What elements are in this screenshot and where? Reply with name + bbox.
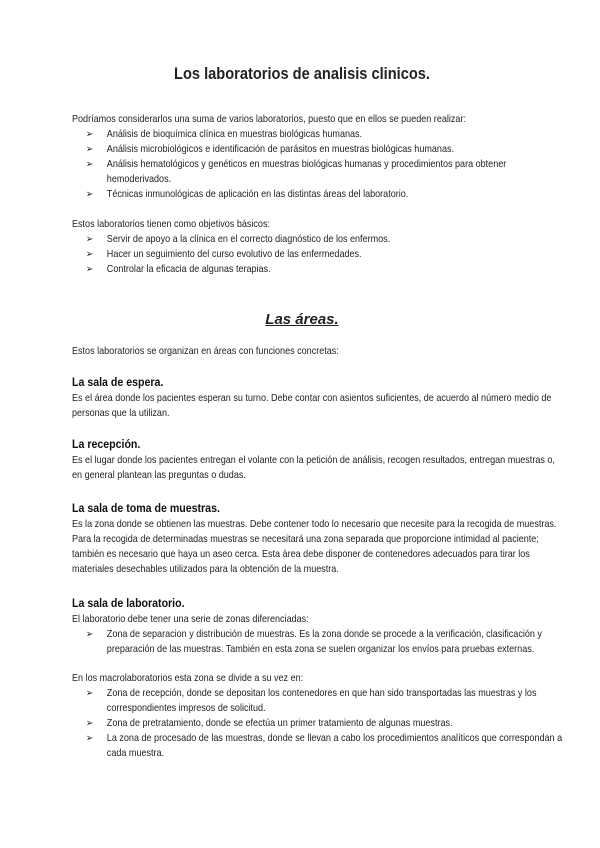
section-recepcion: La recepción. Es el lugar donde los pacientes entregan el volante con la petición de análisis, recogen resultados, entregan muestras o, en general plantean las preguntas o dudas. (72, 437, 555, 481)
list-item: ➢ Zona de recepción, donde se depositan los contenedores en que han sido transportadas las muestras y los (85, 688, 537, 699)
section-sala-espera: La sala de espera. Es el área donde los pacientes esperan su turno. Debe contar con asientos suficientes, de acuerdo al número medio de personas que la utilizan. (72, 375, 552, 419)
intro-list (72, 127, 524, 202)
heading-sala-espera: La sala de espera. (72, 375, 164, 389)
list-item: ➢ Zona de separacion y distribución de muestras. Es la zona donde se procede a la verificación, clasificación y (85, 629, 542, 640)
arrow-bullet-icon: ➢ (85, 249, 94, 260)
arrow-bullet-icon: ➢ (85, 733, 94, 744)
objectives-list (72, 232, 524, 277)
arrow-bullet-icon: ➢ (85, 159, 94, 170)
objectives-section (72, 217, 524, 277)
list-item-continuation: preparación de las muestras. También en esta zona se suelen organizar los envíos para pruebas externas. (106, 644, 535, 655)
list-item: ➢ Análisis hematológicos y genéticos en muestras biológicas humanas y procedimientos para obtener (85, 159, 507, 170)
list-item-continuation: correspondientes impresos de solicitud. (106, 703, 266, 714)
zonas-list (72, 627, 542, 657)
section-sala-laboratorio: La sala de laboratorio. El laboratorio debe tener una serie de zonas diferenciadas: ➢ Zona de separacion y distribución de muestras. Es la zona donde se procede a la verificación, clasificación y preparación de las muestras. También en esta zona se suelen organizar los envíos para pruebas externas. (72, 596, 542, 655)
list-item: ➢ Técnicas inmunológicas de aplicación en las distintas áreas del laboratorio. (85, 189, 409, 200)
arrow-bullet-icon: ➢ (85, 629, 94, 640)
heading-recepcion: La recepción. (72, 437, 141, 451)
arrow-bullet-icon: ➢ (85, 144, 94, 155)
macro-list (72, 686, 563, 761)
list-item: ➢ Análisis de bioquímica clínica en muestras biológicas humanas. (85, 129, 363, 140)
arrow-bullet-icon: ➢ (85, 234, 94, 245)
arrow-bullet-icon: ➢ (85, 189, 94, 200)
list-item-continuation: cada muestra. (106, 748, 165, 759)
areas-intro: Estos laboratorios se organizan en áreas con funciones concretas: (72, 346, 339, 357)
arrow-bullet-icon: ➢ (85, 264, 94, 275)
heading-sala-laboratorio: La sala de laboratorio. (72, 596, 185, 610)
objectives-text: Estos laboratorios tienen como objetivos básicos: (72, 219, 270, 230)
section-toma-muestras: La sala de toma de muestras. Es la zona donde se obtienen las muestras. Debe contener todo lo necesario que necesite para la recogida de muestras. Para la recogida de determinadas muestras se necesitará una zona separada que proporcione intimidad al paciente; también es necesario que haya un aseo cerca. Esta área debe disponer de contenedores adecuados para tirar los materiales desechables utilizados para la obtención de la muestra. (72, 501, 557, 575)
list-item: ➢ La zona de procesado de las muestras, donde se llevan a cabo los procedimientos analíticos que correspondan a (85, 733, 563, 744)
list-item: ➢ Análisis microbiológicos e identificación de parásitos en muestras biológicas humanas. (85, 144, 455, 155)
list-item-continuation: hemoderivados. (106, 174, 172, 185)
section-title-areas: Las áreas. (265, 311, 339, 328)
page-title: Los laboratorios de analisis clinicos. (174, 64, 430, 83)
list-item: ➢ Hacer un seguimiento del curso evolutivo de las enfermedades. (85, 249, 362, 260)
list-item: ➢ Servir de apoyo a la clínica en el correcto diagnóstico de los enfermos. (85, 234, 391, 245)
intro-section (72, 112, 524, 202)
arrow-bullet-icon: ➢ (85, 688, 94, 699)
heading-toma-muestras: La sala de toma de muestras. (72, 501, 220, 515)
arrow-bullet-icon: ➢ (85, 718, 94, 729)
list-item: ➢ Controlar la eficacia de algunas terapias. (85, 264, 271, 275)
section-macrolaboratorios: En los macrolaboratorios esta zona se divide a su vez en: ➢ Zona de recepción, donde se depositan los contenedores en que han sido transportadas las muestras y los correspondientes impresos de solicitud. ➢ Zona de pretratamiento, donde se efectúa un primer tratamiento de algunas muestras. ➢ La zona de procesado de las muestras, donde se llevan a cabo los procedimientos analíticos que correspondan a cada muestra. (72, 673, 563, 759)
intro-text: Podríamos considerarlos una suma de varios laboratorios, puesto que en ellos se pueden realizar: (72, 114, 466, 125)
list-item: ➢ Zona de pretratamiento, donde se efectúa un primer tratamiento de algunas muestras. (85, 718, 453, 729)
arrow-bullet-icon: ➢ (85, 129, 94, 140)
